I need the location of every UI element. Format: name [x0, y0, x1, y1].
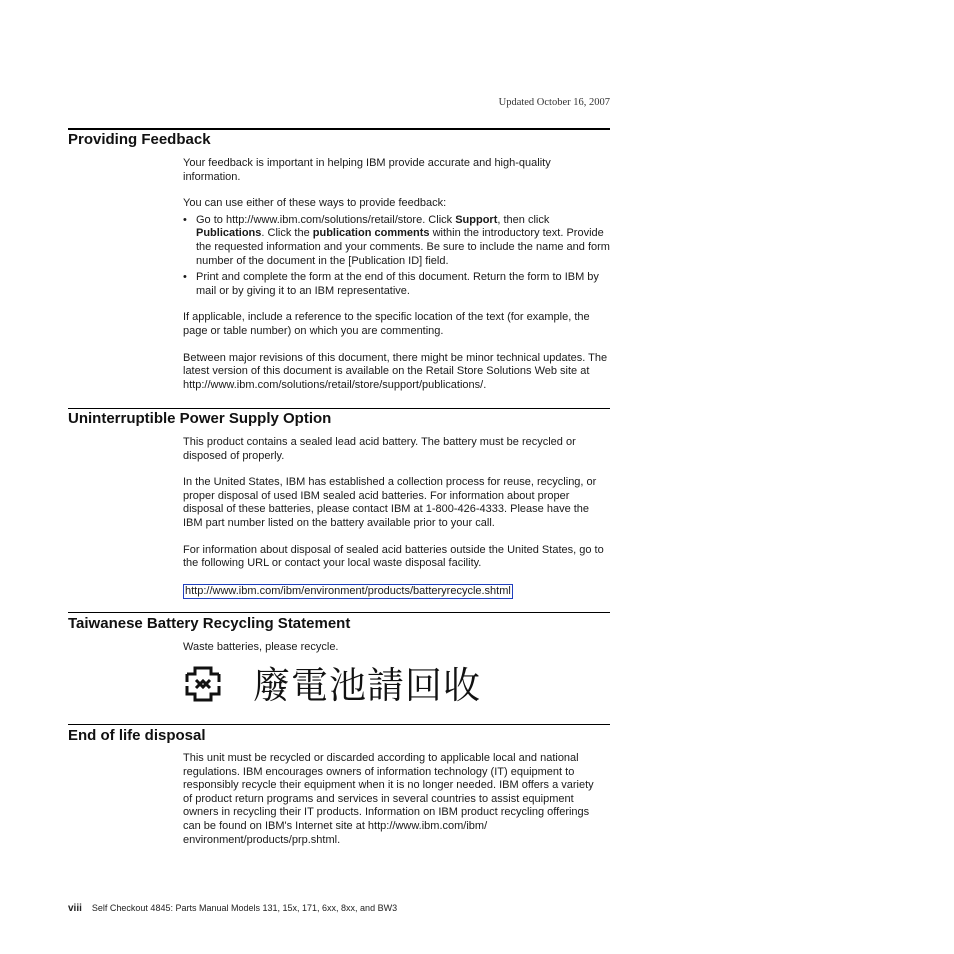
- eol-body: [183, 752, 603, 847]
- ups-us-process: In the United States, IBM has established a collection process for reuse, recycling, or proper disposal of used IBM sealed acid batteries. For information about proper disposal of these batteries, please contact IBM at 1-800-426-4333. Please have the IBM part number listed on the battery available prior to your call.: [183, 476, 597, 529]
- ups-outside-us: For information about disposal of sealed acid batteries outside the United States, go to the following URL or contact your local waste disposal facility.: [183, 543, 604, 570]
- battery-recycle-link[interactable]: http://www.ibm.com/ibm/environment/products/batteryrecycle.shtml: [185, 584, 511, 597]
- eol-recycle-text: This unit must be recycled or discarded according to applicable local and national regulations. IBM encourages owners of information technology (IT) equipment to responsibly recycle their equipment when it is no longer needed. IBM offers a variety of product return programs and services in several countries to assist equipment owners in recycling their IT products. Information on IBM product recycling offerings can be found on IBM's Internet site at http://www.ibm.com/ibm/ environment/products/prp.shtml.: [183, 752, 594, 846]
- feedback-body: [183, 157, 613, 392]
- feedback-ways: You can use either of these ways to provide feedback:: [183, 197, 447, 210]
- heading-taiwanese-battery: Taiwanese Battery Recycling Statement: [68, 615, 351, 632]
- feedback-revisions: Between major revisions of this document, there might be minor technical updates. The latest version of this document is available on the Retail Store Solutions Web site at http://www.ibm.com/solutions/retail/store/support/publications/.: [183, 351, 608, 391]
- section-rule-feedback: [68, 128, 610, 130]
- feedback-intro: Your feedback is important in helping IBM provide accurate and high-quality information.: [183, 157, 551, 183]
- ups-battery-note: This product contains a sealed lead acid battery. The battery must be recycled or disposed of properly.: [183, 436, 576, 462]
- heading-providing-feedback: Providing Feedback: [68, 131, 211, 148]
- page-footer: [68, 903, 397, 914]
- bold-publications: Publications: [196, 227, 262, 240]
- section-rule-taiwan: [68, 612, 610, 613]
- feedback-bullet-form: [183, 271, 613, 298]
- bold-support: Support: [455, 213, 498, 226]
- bullet-dot: •: [183, 271, 187, 284]
- taiwan-recycle-statement: [183, 664, 481, 708]
- bullet-text: , then click: [497, 213, 550, 226]
- bold-publication-comments: publication comments: [312, 227, 430, 240]
- bullet-text: within the introductory text. Provide the requested information and your comments. Be sure to include the name and form number of the document in the [Publication ID] field.: [196, 227, 610, 267]
- taiwan-waste-batteries: Waste batteries, please recycle.: [183, 641, 339, 653]
- bullet-text: . Click the: [261, 227, 313, 240]
- bullet-dot: •: [183, 213, 187, 226]
- taiwan-body: [183, 641, 613, 655]
- bullet-text: Print and complete the form at the end of this document. Return the form to IBM by mail or by giving it to an IBM representative.: [196, 271, 599, 297]
- footer-title: Self Checkout 4845: Parts Manual Models 131, 15x, 171, 6xx, 8xx, and BW3: [91, 903, 398, 913]
- bullet-text: Go to http://www.ibm.com/solutions/retail/store. Click: [196, 213, 456, 226]
- section-rule-eol: [68, 724, 610, 725]
- updated-date: Updated October 16, 2007: [498, 97, 610, 108]
- feedback-reference: If applicable, include a reference to the specific location of the text (for example, the page or table number) on which you are commenting.: [183, 311, 590, 337]
- heading-ups-option: Uninterruptible Power Supply Option: [68, 410, 332, 427]
- recycle-symbol-icon: [183, 664, 223, 709]
- page-number: viii: [68, 903, 82, 914]
- chinese-recycle-text: 廢電池請回收: [253, 664, 481, 707]
- feedback-bullet-web: [183, 214, 613, 268]
- section-rule-ups: [68, 408, 610, 409]
- heading-end-of-life: End of life disposal: [68, 727, 206, 744]
- ups-body: [183, 436, 613, 599]
